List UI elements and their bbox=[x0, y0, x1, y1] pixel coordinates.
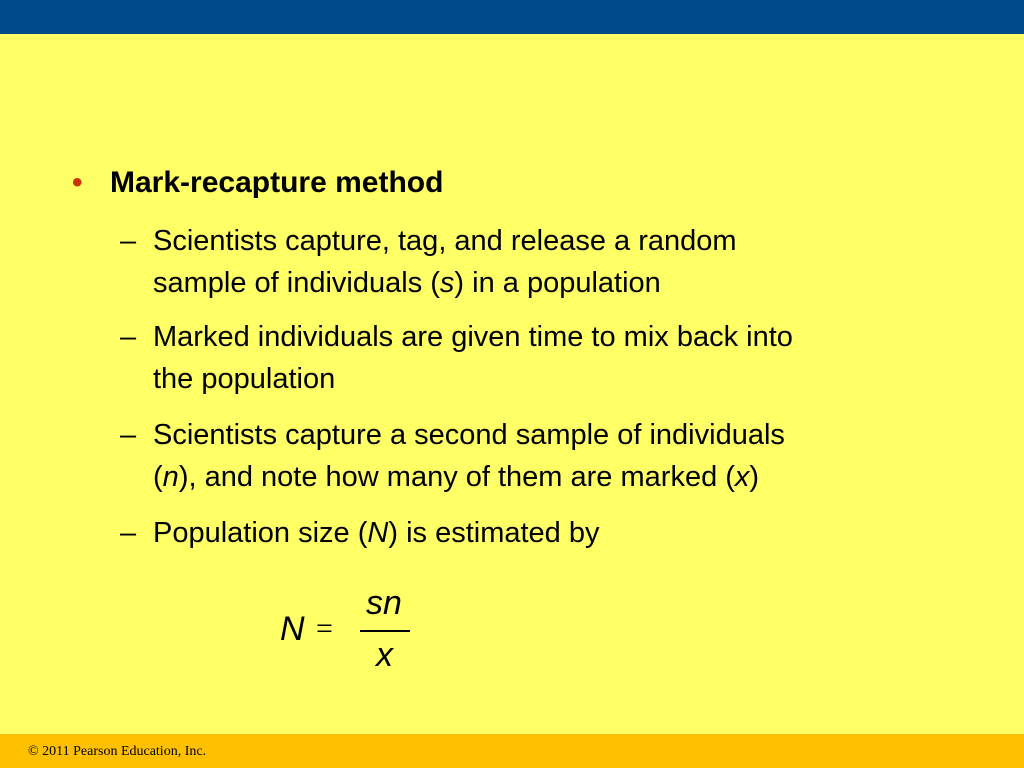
footer-bar bbox=[0, 734, 1024, 768]
dash-marker: – bbox=[120, 419, 137, 451]
sub-item-4-line1: Population size (N) is estimated by bbox=[153, 517, 600, 549]
sub-item-2 bbox=[120, 316, 793, 400]
sub-item-3-line2: (n), and note how many of them are marked (x) bbox=[153, 461, 760, 493]
bullet-title: Mark-recapture method bbox=[110, 166, 444, 199]
formula-numerator: sn bbox=[366, 584, 402, 622]
copyright-text: © 2011 Pearson Education, Inc. bbox=[28, 744, 207, 759]
main-bullet bbox=[72, 166, 443, 200]
bullet-marker: • bbox=[72, 166, 83, 199]
sub-item-2-line2: the population bbox=[153, 363, 336, 395]
sub-item-1-line1: Scientists capture, tag, and release a random bbox=[153, 225, 737, 257]
variable-x: x bbox=[734, 461, 750, 493]
sub-item-1-line2: sample of individuals (s) in a population bbox=[153, 267, 661, 299]
formula-denominator: x bbox=[376, 636, 393, 674]
header-bar bbox=[0, 0, 1024, 34]
dash-marker: – bbox=[120, 225, 137, 257]
sub-item-2-line1: Marked individuals are given time to mix back into bbox=[153, 321, 793, 353]
sub-item-3-line1: Scientists capture a second sample of individuals bbox=[153, 419, 785, 451]
sub-item-4 bbox=[120, 512, 600, 554]
variable-n: n bbox=[162, 461, 179, 493]
dash-marker: – bbox=[120, 517, 137, 549]
sub-item-3 bbox=[120, 414, 785, 498]
variable-s: s bbox=[439, 267, 455, 299]
formula-lhs: N bbox=[280, 610, 305, 648]
fraction-bar bbox=[360, 630, 410, 632]
variable-N: N bbox=[367, 517, 389, 549]
dash-marker: – bbox=[120, 321, 137, 353]
sub-item-1 bbox=[120, 220, 737, 304]
formula-equals: = bbox=[316, 612, 333, 645]
